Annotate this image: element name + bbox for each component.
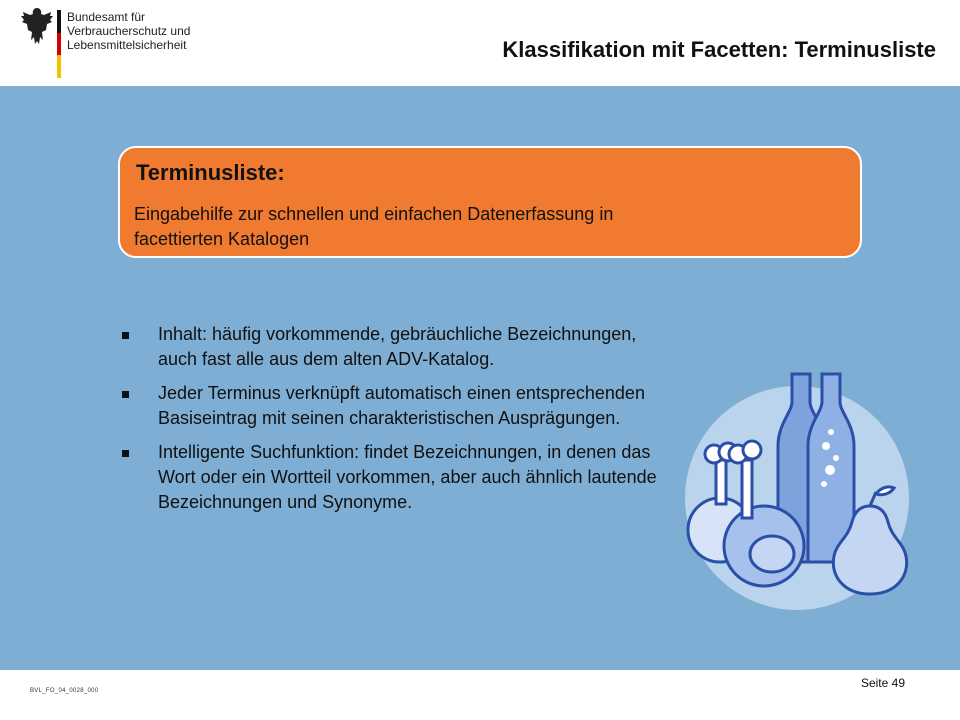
definition-callout bbox=[118, 146, 862, 258]
german-flag-bar bbox=[57, 10, 61, 78]
bvl-logo bbox=[20, 6, 220, 76]
flag-stripe-red bbox=[57, 33, 61, 56]
slide-title: Klassifikation mit Facetten: Terminusliste bbox=[502, 37, 936, 62]
food-illustration bbox=[680, 366, 915, 611]
flag-stripe-gold bbox=[57, 55, 61, 78]
square-bullet-icon bbox=[122, 332, 129, 339]
slide-header bbox=[0, 0, 960, 86]
bullet-item bbox=[118, 440, 678, 515]
bullet-item bbox=[118, 322, 678, 372]
bullet-list bbox=[118, 322, 678, 524]
slide-footer bbox=[0, 670, 960, 720]
bullet-text: Jeder Terminus verknüpft automatisch einen entsprechenden Basiseintrag mit seinen charakteristischen Ausprägungen. bbox=[158, 383, 645, 428]
square-bullet-icon bbox=[122, 391, 129, 398]
bullet-text: Intelligente Suchfunktion: findet Bezeichnungen, in denen das Wort oder ein Wortteil vorkommen, aber auch ähnlich lautende Bezeichnungen und Synonyme. bbox=[158, 442, 657, 512]
content-area bbox=[0, 86, 960, 670]
federal-eagle-icon bbox=[20, 6, 54, 48]
square-bullet-icon bbox=[122, 450, 129, 457]
flag-stripe-black bbox=[57, 10, 61, 33]
callout-heading: Terminusliste: bbox=[136, 160, 285, 185]
callout-text: Eingabehilfe zur schnellen und einfachen Datenerfassung in facettierten Katalogen bbox=[134, 204, 614, 249]
organization-name: Bundesamt für Verbraucherschutz und Lebensmittelsicherheit bbox=[67, 10, 191, 52]
document-code: BVL_FO_04_0028_000 bbox=[30, 688, 99, 694]
bullet-item bbox=[118, 381, 678, 431]
page-number: Seite 49 bbox=[860, 676, 905, 690]
bullet-text: Inhalt: häufig vorkommende, gebräuchliche Bezeichnungen, auch fast alle aus dem alten ADV-Katalog. bbox=[158, 324, 637, 369]
